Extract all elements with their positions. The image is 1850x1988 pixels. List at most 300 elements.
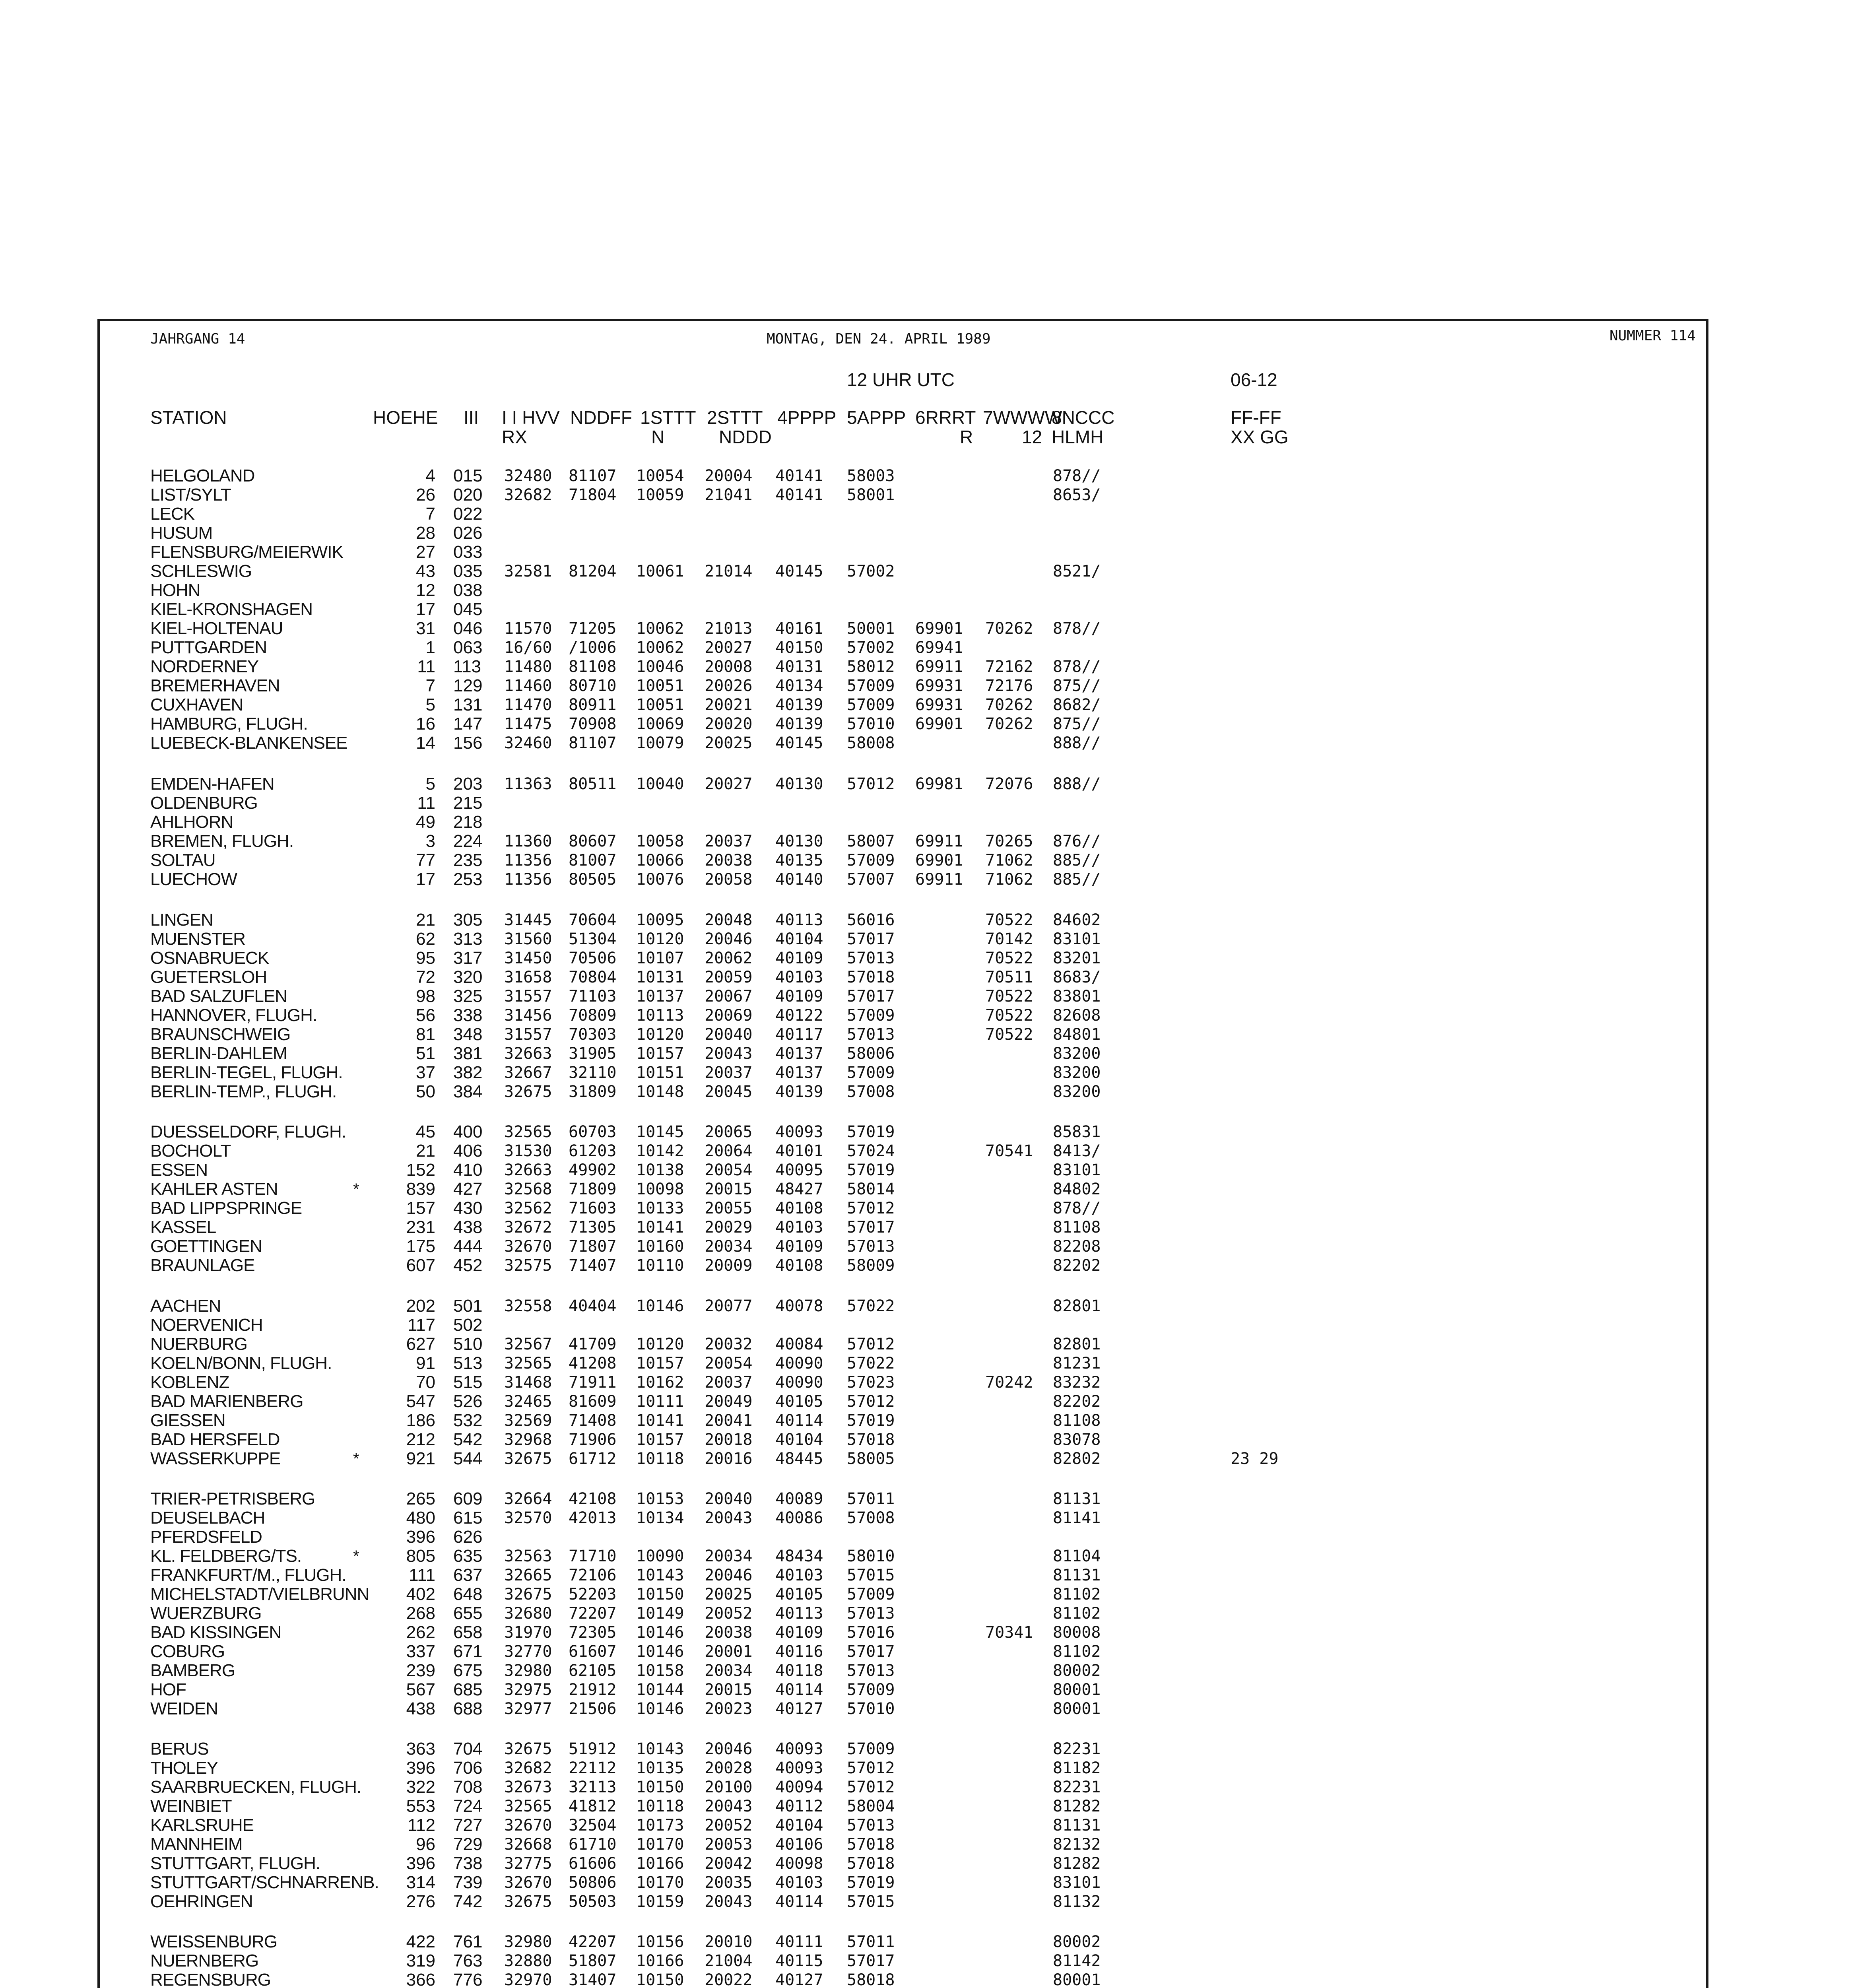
- code-group-2: 10150: [636, 1971, 684, 1988]
- code-group-1: 71807: [569, 1237, 617, 1256]
- code-group-1: 80505: [569, 870, 617, 889]
- code-group-5: 57013: [847, 1025, 895, 1044]
- code-group-2: 10157: [636, 1354, 684, 1373]
- code-group-5: 57017: [847, 1642, 895, 1661]
- code-group-0: 32480: [504, 467, 552, 485]
- code-group-5: 57009: [847, 1585, 895, 1604]
- station-id: 513: [453, 1353, 483, 1373]
- station-height: 1: [425, 638, 435, 657]
- code-group-1: 80710: [569, 677, 617, 695]
- station-name: NUERNBERG: [150, 1951, 259, 1971]
- table-row: [0, 600, 1850, 619]
- code-group-8: 83101: [1053, 1161, 1101, 1179]
- code-group-8: 81104: [1053, 1547, 1101, 1565]
- code-group-3: 20054: [705, 1354, 753, 1373]
- code-group-3: 20054: [705, 1161, 753, 1179]
- table-row: [0, 734, 1850, 753]
- code-group-0: 32675: [504, 1740, 552, 1758]
- code-group-8: 80001: [1053, 1700, 1101, 1718]
- code-group-1: /1006: [569, 639, 617, 657]
- station-name: KARLSRUHE: [150, 1815, 254, 1835]
- station-height: 7: [425, 676, 435, 695]
- col-g0: I I HVV: [502, 407, 560, 428]
- code-group-8: 83201: [1053, 949, 1101, 967]
- code-group-2: 10143: [636, 1740, 684, 1758]
- code-group-5: 58010: [847, 1547, 895, 1565]
- code-group-1: 81107: [569, 467, 617, 485]
- code-group-8: 878//: [1053, 467, 1101, 485]
- station-height: 839: [406, 1179, 435, 1199]
- code-group-0: 31658: [504, 968, 552, 986]
- col-g8-sub: HLMH: [1052, 427, 1104, 447]
- station-height: 5: [425, 695, 435, 714]
- code-group-8: 81132: [1053, 1893, 1101, 1911]
- station-id: 671: [453, 1642, 483, 1661]
- code-group-6: 69941: [915, 639, 963, 657]
- station-height: 7: [425, 504, 435, 524]
- station-id: 348: [453, 1025, 483, 1044]
- code-group-1: 71710: [569, 1547, 617, 1565]
- code-group-5: 57017: [847, 1218, 895, 1237]
- code-group-0: 31560: [504, 930, 552, 948]
- code-group-6: 69981: [915, 775, 963, 793]
- code-group-8: 82208: [1053, 1237, 1101, 1256]
- code-group-1: 81007: [569, 851, 617, 870]
- col-g6-sub: R: [960, 427, 973, 447]
- code-group-0: 32565: [504, 1123, 552, 1141]
- code-group-0: 32664: [504, 1490, 552, 1508]
- code-group-8: 888//: [1053, 775, 1101, 793]
- mountain-station-marker: *: [353, 1450, 359, 1468]
- station-name: HANNOVER, FLUGH.: [150, 1006, 317, 1025]
- table-row: [0, 1971, 1850, 1988]
- station-height: 366: [406, 1970, 435, 1988]
- code-group-3: 20042: [705, 1854, 753, 1873]
- code-group-4: 40109: [775, 1623, 823, 1642]
- jahrgang: JAHRGANG 14: [150, 331, 245, 347]
- code-group-8: 81231: [1053, 1354, 1101, 1373]
- code-group-8: 80008: [1053, 1623, 1101, 1642]
- station-id: 626: [453, 1527, 483, 1547]
- station-id: 406: [453, 1141, 483, 1161]
- code-group-5: 57013: [847, 1604, 895, 1623]
- code-group-1: 32113: [569, 1778, 617, 1796]
- code-group-8: 8682/: [1053, 696, 1101, 714]
- code-group-4: 40084: [775, 1335, 823, 1353]
- station-id: 382: [453, 1063, 483, 1082]
- station-id: 381: [453, 1044, 483, 1063]
- code-group-2: 10095: [636, 911, 684, 929]
- station-height: 43: [416, 561, 435, 581]
- code-group-0: 32977: [504, 1700, 552, 1718]
- code-group-8: 878//: [1053, 1199, 1101, 1217]
- station-height: 95: [416, 948, 435, 968]
- code-group-2: 10062: [636, 639, 684, 657]
- code-group-4: 40093: [775, 1123, 823, 1141]
- station-name: FRANKFURT/M., FLUGH.: [150, 1565, 346, 1585]
- station-id: 020: [453, 485, 483, 505]
- code-group-5: 57022: [847, 1297, 895, 1315]
- code-group-2: 10142: [636, 1142, 684, 1160]
- col-g7-sub: 12: [1022, 427, 1042, 447]
- code-group-3: 20038: [705, 851, 753, 870]
- table-row: [0, 1161, 1850, 1180]
- station-id: 235: [453, 850, 483, 870]
- station-id: 045: [453, 600, 483, 619]
- station-height: 28: [416, 523, 435, 543]
- code-group-1: 80911: [569, 696, 617, 714]
- code-group-1: 71804: [569, 486, 617, 504]
- code-group-6: 69931: [915, 696, 963, 714]
- code-group-4: 40108: [775, 1256, 823, 1275]
- station-id: 685: [453, 1680, 483, 1699]
- table-row: [0, 1297, 1850, 1316]
- code-group-4: 40078: [775, 1297, 823, 1315]
- station-name: SAARBRUECKEN, FLUGH.: [150, 1777, 361, 1797]
- table-row: [0, 1835, 1850, 1854]
- station-name: NUERBURG: [150, 1334, 247, 1354]
- code-group-1: 52203: [569, 1585, 617, 1604]
- code-group-3: 20043: [705, 1044, 753, 1063]
- code-group-0: 31557: [504, 987, 552, 1006]
- code-group-1: 49902: [569, 1161, 617, 1179]
- code-group-0: 32663: [504, 1044, 552, 1063]
- code-group-0: 32575: [504, 1256, 552, 1275]
- table-row: [0, 714, 1850, 734]
- station-name: STUTTGART, FLUGH.: [150, 1854, 320, 1873]
- code-group-4: 40130: [775, 832, 823, 850]
- code-group-8: 83232: [1053, 1373, 1101, 1392]
- code-group-5: 57011: [847, 1933, 895, 1951]
- code-group-0: 32980: [504, 1933, 552, 1951]
- station-height: 422: [406, 1932, 435, 1951]
- code-group-2: 10120: [636, 1025, 684, 1044]
- station-id: 035: [453, 561, 483, 581]
- table-row: [0, 657, 1850, 676]
- code-group-4: 40111: [775, 1933, 823, 1951]
- col-g0-sub: RX: [502, 427, 527, 447]
- table-row: [0, 466, 1850, 485]
- code-group-8: 83101: [1053, 930, 1101, 948]
- station-height: 322: [406, 1777, 435, 1797]
- code-group-5: 57013: [847, 1662, 895, 1680]
- code-group-3: 20038: [705, 1623, 753, 1642]
- code-group-1: 42108: [569, 1490, 617, 1508]
- code-group-1: 31407: [569, 1971, 617, 1988]
- code-group-8: 80001: [1053, 1971, 1101, 1988]
- station-height: 157: [406, 1198, 435, 1218]
- code-group-2: 10160: [636, 1237, 684, 1256]
- table-row: [0, 987, 1850, 1006]
- station-name: WUERZBURG: [150, 1604, 262, 1623]
- station-name: KL. FELDBERG/TS.: [150, 1546, 302, 1566]
- table-row: [0, 676, 1850, 695]
- code-group-1: 70804: [569, 968, 617, 986]
- code-group-5: 58006: [847, 1044, 895, 1063]
- station-height: 72: [416, 967, 435, 987]
- table-row: [0, 1680, 1850, 1699]
- station-name: KOELN/BONN, FLUGH.: [150, 1353, 332, 1373]
- table-row: [0, 968, 1850, 987]
- station-id: 427: [453, 1179, 483, 1199]
- code-group-0: 31456: [504, 1006, 552, 1025]
- station-id: 038: [453, 580, 483, 600]
- table-row: [0, 1623, 1850, 1642]
- code-group-5: 58008: [847, 734, 895, 752]
- code-group-8: 80002: [1053, 1933, 1101, 1951]
- station-name: EMDEN-HAFEN: [150, 774, 274, 794]
- station-name: WEINBIET: [150, 1796, 232, 1816]
- code-group-8: 81131: [1053, 1816, 1101, 1835]
- code-group-8: 875//: [1053, 677, 1101, 695]
- station-id: 218: [453, 812, 483, 832]
- code-group-0: 32675: [504, 1585, 552, 1604]
- station-id: 131: [453, 695, 483, 714]
- station-name: PFERDSFELD: [150, 1527, 262, 1547]
- station-id: 658: [453, 1623, 483, 1642]
- station-height: 438: [406, 1699, 435, 1718]
- code-group-4: 40137: [775, 1064, 823, 1082]
- report-date: MONTAG, DEN 24. APRIL 1989: [767, 331, 991, 347]
- code-group-7: 70541: [985, 1142, 1033, 1160]
- code-group-1: 32110: [569, 1064, 617, 1082]
- code-group-0: 31530: [504, 1142, 552, 1160]
- table-row: [0, 581, 1850, 600]
- code-group-3: 20049: [705, 1392, 753, 1411]
- code-group-4: 48434: [775, 1547, 823, 1565]
- code-group-4: 40104: [775, 1431, 823, 1449]
- station-name: AHLHORN: [150, 812, 233, 832]
- col-g3: 2STTT: [707, 407, 763, 428]
- code-group-2: 10141: [636, 1411, 684, 1430]
- code-group-1: 71906: [569, 1431, 617, 1449]
- code-group-4: 40106: [775, 1835, 823, 1854]
- code-group-0: 31557: [504, 1025, 552, 1044]
- station-height: 231: [406, 1217, 435, 1237]
- station-id: 727: [453, 1815, 483, 1835]
- station-height: 268: [406, 1604, 435, 1623]
- station-height: 27: [416, 542, 435, 562]
- code-group-3: 20043: [705, 1509, 753, 1527]
- code-group-5: 57019: [847, 1411, 895, 1430]
- code-group-2: 10150: [636, 1585, 684, 1604]
- code-group-3: 20046: [705, 1740, 753, 1758]
- station-id: 724: [453, 1796, 483, 1816]
- code-group-3: 20037: [705, 1064, 753, 1082]
- station-id: 452: [453, 1256, 483, 1275]
- code-group-0: 11360: [504, 832, 552, 850]
- station-id: 706: [453, 1758, 483, 1778]
- station-height: 314: [406, 1873, 435, 1892]
- code-group-4: 40103: [775, 968, 823, 986]
- station-name: BERLIN-TEGEL, FLUGH.: [150, 1063, 343, 1082]
- code-group-3: 20048: [705, 911, 753, 929]
- station-id: 609: [453, 1489, 483, 1508]
- mountain-station-marker: *: [353, 1180, 359, 1198]
- station-height: 262: [406, 1623, 435, 1642]
- station-name: WEIDEN: [150, 1699, 218, 1718]
- code-group-8: 83101: [1053, 1873, 1101, 1892]
- station-height: 186: [406, 1411, 435, 1430]
- station-height: 98: [416, 986, 435, 1006]
- station-name: MICHELSTADT/VIELBRUNN: [150, 1584, 369, 1604]
- code-group-7: 70262: [985, 715, 1033, 733]
- code-group-8: 82202: [1053, 1256, 1101, 1275]
- code-group-2: 10157: [636, 1044, 684, 1063]
- table-row: [0, 1373, 1850, 1392]
- code-group-4: 40093: [775, 1740, 823, 1758]
- code-group-2: 10111: [636, 1392, 684, 1411]
- code-group-8: 81141: [1053, 1509, 1101, 1527]
- code-group-2: 10138: [636, 1161, 684, 1179]
- station-id: 655: [453, 1604, 483, 1623]
- station-name: MUENSTER: [150, 929, 245, 949]
- code-group-5: 57019: [847, 1123, 895, 1141]
- table-row: [0, 911, 1850, 930]
- station-height: 111: [409, 1565, 435, 1585]
- code-group-3: 20064: [705, 1142, 753, 1160]
- col-g3-sub: NDDD: [719, 427, 772, 447]
- code-group-5: 58001: [847, 486, 895, 504]
- station-height: 152: [406, 1160, 435, 1180]
- table-row: [0, 1392, 1850, 1411]
- code-group-7: 70262: [985, 619, 1033, 638]
- code-group-3: 20045: [705, 1083, 753, 1101]
- code-group-3: 20052: [705, 1816, 753, 1835]
- code-group-1: 81609: [569, 1392, 617, 1411]
- col-g2: 1STTT: [640, 407, 696, 428]
- code-group-1: 81108: [569, 658, 617, 676]
- code-group-1: 40404: [569, 1297, 617, 1315]
- code-group-3: 20037: [705, 832, 753, 850]
- col-g7: 7WWWW: [983, 407, 1062, 428]
- table-row: [0, 1759, 1850, 1778]
- code-group-0: 32460: [504, 734, 552, 752]
- station-height: 553: [406, 1796, 435, 1816]
- code-group-5: 57018: [847, 1835, 895, 1854]
- code-group-4: 40086: [775, 1509, 823, 1527]
- code-group-2: 10146: [636, 1623, 684, 1642]
- table-row: [0, 1489, 1850, 1508]
- code-group-5: 57008: [847, 1509, 895, 1527]
- station-name: HAMBURG, FLUGH.: [150, 714, 308, 734]
- table-row: [0, 695, 1850, 714]
- table-row: [0, 1063, 1850, 1082]
- code-group-3: 20034: [705, 1662, 753, 1680]
- station-id: 026: [453, 523, 483, 543]
- station-name: FLENSBURG/MEIERWIK: [150, 542, 343, 562]
- code-group-1: 32504: [569, 1816, 617, 1835]
- table-row: [0, 1122, 1850, 1142]
- code-group-8: 8683/: [1053, 968, 1101, 986]
- station-name: LINGEN: [150, 910, 213, 930]
- code-group-4: 40105: [775, 1392, 823, 1411]
- code-group-4: 40127: [775, 1971, 823, 1988]
- col-ff: FF-FF: [1231, 407, 1281, 428]
- code-group-4: 40145: [775, 562, 823, 580]
- station-name: GUETERSLOH: [150, 967, 267, 987]
- station-id: 635: [453, 1546, 483, 1566]
- code-group-1: 41208: [569, 1354, 617, 1373]
- code-group-2: 10157: [636, 1431, 684, 1449]
- code-group-4: 40134: [775, 677, 823, 695]
- code-group-7: 72176: [985, 677, 1033, 695]
- station-id: 430: [453, 1198, 483, 1218]
- station-name: BAD HERSFELD: [150, 1430, 280, 1449]
- station-height: 11: [417, 793, 435, 813]
- code-group-2: 10054: [636, 467, 684, 485]
- code-group-4: 40109: [775, 949, 823, 967]
- code-group-7: 71062: [985, 851, 1033, 870]
- code-group-2: 10156: [636, 1933, 684, 1951]
- station-id: 046: [453, 619, 483, 638]
- code-group-8: 83200: [1053, 1064, 1101, 1082]
- code-group-3: 20023: [705, 1700, 753, 1718]
- code-group-2: 10166: [636, 1854, 684, 1873]
- code-group-5: 57016: [847, 1623, 895, 1642]
- code-group-1: 71809: [569, 1180, 617, 1198]
- code-group-0: 32558: [504, 1297, 552, 1315]
- station-name: BAD MARIENBERG: [150, 1392, 303, 1411]
- code-group-0: 11356: [504, 870, 552, 889]
- station-name: BREMEN, FLUGH.: [150, 831, 294, 851]
- code-group-2: 10046: [636, 658, 684, 676]
- station-id: 761: [453, 1932, 483, 1951]
- table-row: [0, 524, 1850, 543]
- station-height: 14: [416, 733, 435, 753]
- station-id: 015: [453, 466, 483, 485]
- code-group-2: 10145: [636, 1123, 684, 1141]
- station-name: HOF: [150, 1680, 186, 1699]
- table-row: [0, 1180, 1850, 1199]
- code-group-3: 20077: [705, 1297, 753, 1315]
- code-group-2: 10149: [636, 1604, 684, 1623]
- code-group-2: 10170: [636, 1835, 684, 1854]
- code-group-0: 32563: [504, 1547, 552, 1565]
- code-group-5: 57018: [847, 1854, 895, 1873]
- code-group-3: 20037: [705, 1373, 753, 1392]
- code-group-4: 40103: [775, 1873, 823, 1892]
- table-row: [0, 851, 1850, 870]
- code-group-2: 10141: [636, 1218, 684, 1237]
- code-group-5: 57017: [847, 930, 895, 948]
- station-name: KIEL-HOLTENAU: [150, 619, 283, 638]
- code-group-8: 82801: [1053, 1335, 1101, 1353]
- station-height: 805: [406, 1546, 435, 1566]
- code-group-4: 40112: [775, 1797, 823, 1815]
- code-group-3: 20035: [705, 1873, 753, 1892]
- code-group-4: 40141: [775, 467, 823, 485]
- table-row: [0, 1006, 1850, 1025]
- station-id: 704: [453, 1739, 483, 1759]
- code-group-4: 40094: [775, 1778, 823, 1796]
- station-id: 313: [453, 929, 483, 949]
- code-group-8: 81131: [1053, 1490, 1101, 1508]
- code-group-2: 10110: [636, 1256, 684, 1275]
- station-id: 729: [453, 1835, 483, 1854]
- station-id: 515: [453, 1373, 483, 1392]
- table-row: [0, 832, 1850, 851]
- code-group-7: 70242: [985, 1373, 1033, 1392]
- code-group-3: 20020: [705, 715, 753, 733]
- code-group-8: 83078: [1053, 1431, 1101, 1449]
- code-group-3: 20032: [705, 1335, 753, 1353]
- station-height: 16: [416, 714, 435, 734]
- code-group-5: 57009: [847, 696, 895, 714]
- code-group-1: 71103: [569, 987, 617, 1006]
- table-row: [0, 1873, 1850, 1892]
- code-group-0: 32880: [504, 1952, 552, 1970]
